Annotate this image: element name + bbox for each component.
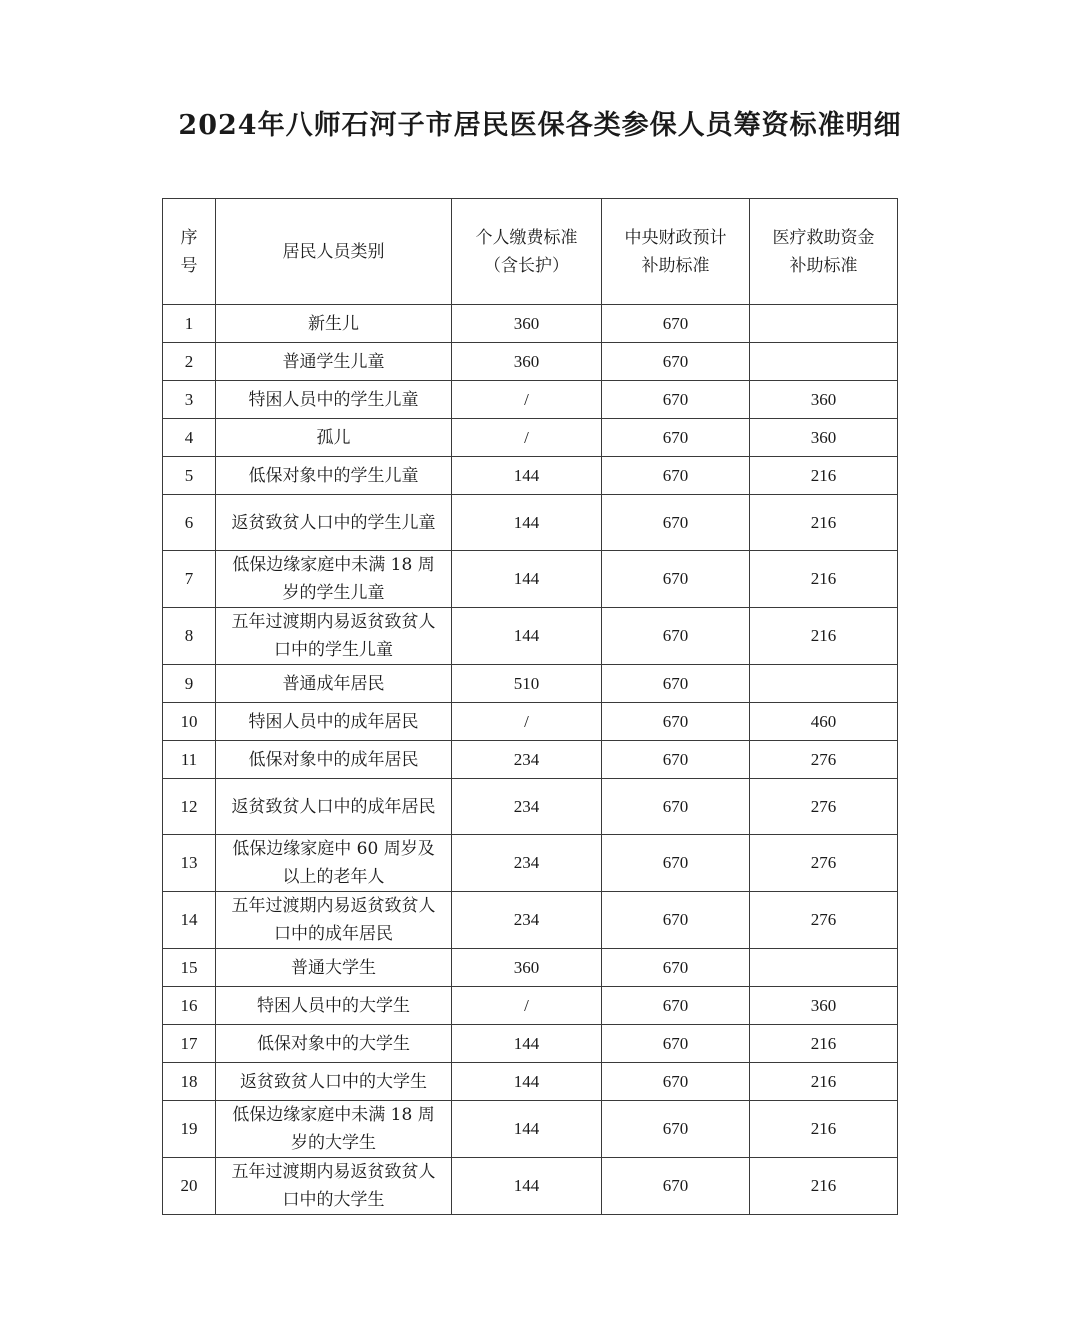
cell-seq: 8 [163, 608, 216, 665]
table-row [163, 551, 898, 608]
cell-personal: 360 [452, 949, 602, 987]
cell-aid [750, 949, 898, 987]
cell-category: 返贫致贫人口中的成年居民 [216, 779, 452, 835]
table-row [163, 419, 898, 457]
cell-aid: 216 [750, 1063, 898, 1101]
cell-aid: 216 [750, 1025, 898, 1063]
table-row [163, 1101, 898, 1158]
cell-personal: 360 [452, 305, 602, 343]
cell-seq: 2 [163, 343, 216, 381]
cell-category: 低保边缘家庭中未满 18 周岁的大学生 [216, 1101, 452, 1158]
cell-central: 670 [602, 551, 750, 608]
table-row [163, 343, 898, 381]
cell-central: 670 [602, 1063, 750, 1101]
table-row [163, 495, 898, 551]
cell-aid [750, 343, 898, 381]
cell-central: 670 [602, 1025, 750, 1063]
cell-seq: 18 [163, 1063, 216, 1101]
cell-aid: 216 [750, 1101, 898, 1158]
cell-personal: / [452, 381, 602, 419]
cell-aid: 276 [750, 779, 898, 835]
cell-central: 670 [602, 1158, 750, 1215]
cell-central: 670 [602, 305, 750, 343]
cell-aid: 216 [750, 551, 898, 608]
cell-category: 低保对象中的成年居民 [216, 741, 452, 779]
cell-category: 五年过渡期内易返贫致贫人口中的大学生 [216, 1158, 452, 1215]
cell-aid: 360 [750, 987, 898, 1025]
cell-aid: 216 [750, 495, 898, 551]
cell-seq: 11 [163, 741, 216, 779]
table-row [163, 305, 898, 343]
cell-category: 返贫致贫人口中的学生儿童 [216, 495, 452, 551]
table-row [163, 381, 898, 419]
cell-category: 特困人员中的学生儿童 [216, 381, 452, 419]
table-row [163, 1025, 898, 1063]
table-row [163, 1158, 898, 1215]
cell-seq: 12 [163, 779, 216, 835]
cell-aid: 360 [750, 419, 898, 457]
table-header-row [163, 199, 898, 305]
cell-category: 五年过渡期内易返贫致贫人口中的成年居民 [216, 892, 452, 949]
cell-aid: 216 [750, 1158, 898, 1215]
table-row [163, 608, 898, 665]
cell-central: 670 [602, 987, 750, 1025]
table-row [163, 987, 898, 1025]
cell-seq: 1 [163, 305, 216, 343]
cell-aid: 216 [750, 457, 898, 495]
cell-seq: 6 [163, 495, 216, 551]
cell-seq: 5 [163, 457, 216, 495]
cell-personal: 144 [452, 1025, 602, 1063]
cell-category: 五年过渡期内易返贫致贫人口中的学生儿童 [216, 608, 452, 665]
cell-aid: 460 [750, 703, 898, 741]
cell-central: 670 [602, 892, 750, 949]
cell-central: 670 [602, 495, 750, 551]
cell-seq: 19 [163, 1101, 216, 1158]
page-title: 2024年八师石河子市居民医保各类参保人员筹资标准明细 [178, 110, 902, 141]
cell-personal: 234 [452, 779, 602, 835]
cell-category: 普通成年居民 [216, 665, 452, 703]
table-row [163, 741, 898, 779]
cell-central: 670 [602, 703, 750, 741]
cell-personal: 510 [452, 665, 602, 703]
cell-central: 670 [602, 665, 750, 703]
cell-category: 新生儿 [216, 305, 452, 343]
cell-category: 低保对象中的学生儿童 [216, 457, 452, 495]
cell-central: 670 [602, 608, 750, 665]
cell-category: 返贫致贫人口中的大学生 [216, 1063, 452, 1101]
header-seq: 序号 [163, 199, 216, 305]
cell-seq: 4 [163, 419, 216, 457]
header-personal-fee: 个人缴费标准（含长护） [452, 199, 602, 305]
table-row [163, 779, 898, 835]
cell-central: 670 [602, 381, 750, 419]
cell-seq: 7 [163, 551, 216, 608]
cell-personal: / [452, 703, 602, 741]
cell-central: 670 [602, 419, 750, 457]
cell-central: 670 [602, 949, 750, 987]
cell-personal: 144 [452, 1158, 602, 1215]
funding-standards-table [162, 198, 898, 1215]
cell-seq: 15 [163, 949, 216, 987]
cell-personal: 144 [452, 495, 602, 551]
cell-category: 特困人员中的成年居民 [216, 703, 452, 741]
table-row [163, 665, 898, 703]
header-medical-aid: 医疗救助资金补助标准 [750, 199, 898, 305]
cell-personal: 234 [452, 835, 602, 892]
cell-category: 低保对象中的大学生 [216, 1025, 452, 1063]
cell-aid [750, 305, 898, 343]
table-row [163, 703, 898, 741]
cell-aid: 276 [750, 741, 898, 779]
cell-seq: 14 [163, 892, 216, 949]
cell-seq: 9 [163, 665, 216, 703]
cell-personal: 144 [452, 1063, 602, 1101]
cell-aid: 216 [750, 608, 898, 665]
cell-category: 低保边缘家庭中未满 18 周岁的学生儿童 [216, 551, 452, 608]
table-row [163, 892, 898, 949]
cell-category: 普通学生儿童 [216, 343, 452, 381]
cell-aid [750, 665, 898, 703]
cell-central: 670 [602, 457, 750, 495]
table-row [163, 457, 898, 495]
cell-aid: 276 [750, 835, 898, 892]
cell-seq: 13 [163, 835, 216, 892]
cell-central: 670 [602, 343, 750, 381]
cell-central: 670 [602, 835, 750, 892]
header-category: 居民人员类别 [216, 199, 452, 305]
cell-aid: 360 [750, 381, 898, 419]
cell-personal: 234 [452, 741, 602, 779]
cell-category: 低保边缘家庭中 60 周岁及以上的老年人 [216, 835, 452, 892]
cell-personal: 144 [452, 608, 602, 665]
cell-category: 特困人员中的大学生 [216, 987, 452, 1025]
cell-aid: 276 [750, 892, 898, 949]
cell-seq: 17 [163, 1025, 216, 1063]
cell-central: 670 [602, 1101, 750, 1158]
cell-personal: 144 [452, 551, 602, 608]
cell-personal: 234 [452, 892, 602, 949]
table-row [163, 1063, 898, 1101]
cell-personal: 144 [452, 457, 602, 495]
cell-seq: 16 [163, 987, 216, 1025]
cell-category: 普通大学生 [216, 949, 452, 987]
cell-personal: / [452, 419, 602, 457]
cell-personal: 144 [452, 1101, 602, 1158]
cell-category: 孤儿 [216, 419, 452, 457]
header-central-subsidy: 中央财政预计补助标准 [602, 199, 750, 305]
table-row [163, 949, 898, 987]
cell-personal: 360 [452, 343, 602, 381]
cell-central: 670 [602, 779, 750, 835]
cell-seq: 10 [163, 703, 216, 741]
cell-central: 670 [602, 741, 750, 779]
cell-seq: 20 [163, 1158, 216, 1215]
table-row [163, 835, 898, 892]
cell-seq: 3 [163, 381, 216, 419]
cell-personal: / [452, 987, 602, 1025]
